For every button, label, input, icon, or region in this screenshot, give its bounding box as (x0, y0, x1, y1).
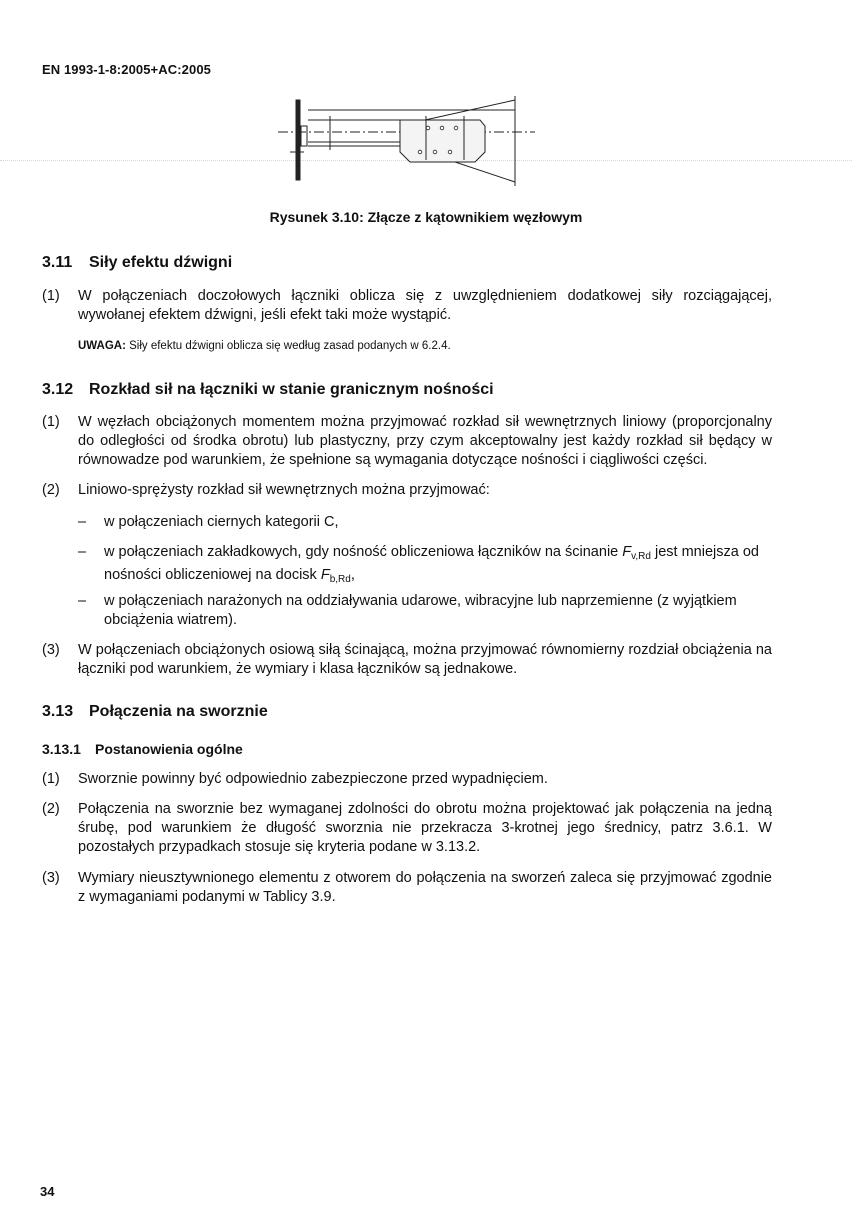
paragraph-number: (1) (42, 288, 60, 304)
paragraph-number: (1) (42, 414, 60, 430)
paragraph-number: (1) (42, 771, 60, 787)
subsection-title: Postanowienia ogólne (95, 741, 243, 757)
paragraph-number: (3) (42, 642, 60, 658)
paragraph-number: (2) (42, 801, 60, 817)
figure-caption: Rysunek 3.10: Złącze z kątownikiem węzłowym (269, 209, 583, 225)
section-title: Siły efektu dźwigni (89, 254, 233, 271)
section-heading-3-11 (42, 254, 232, 272)
list-item-text: w połączeniach ciernych kategorii C, (104, 514, 339, 530)
paragraph-text: W połączeniach obciążonych osiową siłą ścinającą, można przyjmować równomierny rozdział obciążenia na łączniki pod warunkiem, że wymiary i klasa łączników są jednakowe. (78, 642, 772, 677)
subsection-heading-3-13-1 (42, 741, 243, 757)
bolt-4 (418, 150, 422, 154)
paragraph-number: (3) (42, 870, 60, 886)
list-dash: – (78, 544, 87, 560)
column-flange (296, 100, 300, 180)
symbol-subscript: b,Rd (329, 574, 351, 585)
bolt-2 (440, 126, 444, 130)
note-3-11 (78, 340, 778, 352)
paragraph-text: Liniowo-sprężysty rozkład sił wewnętrznych można przyjmować: (78, 482, 490, 498)
paragraph-3-12-2 (42, 481, 772, 500)
list-dash: – (78, 593, 87, 609)
paragraph-text: Połączenia na sworznie bez wymaganej zdolności do obrotu można projektować jak połączenia na jedną śrubę, pod warunkiem że długość sworznia nie przekracza 3-krotnej jego średnicy, patrz 3.6.1. W pozostałych przypadkach stosuje się kryteria podane w 3.13.2. (78, 801, 772, 855)
bolt-6 (448, 150, 452, 154)
gusset-angle-joint-figure (250, 90, 550, 190)
list-item-text (104, 543, 772, 589)
list-dash: – (78, 514, 87, 530)
paragraph-text: Sworznie powinny być odpowiednio zabezpieczone przed wypadnięciem. (78, 771, 548, 787)
list-item (78, 513, 772, 532)
symbol-F: F (622, 544, 632, 560)
bolt-1 (426, 126, 430, 130)
section-number: 3.12 (42, 381, 74, 398)
section-number: 3.11 (42, 254, 73, 271)
list-item-text: w połączeniach narażonych na oddziaływania udarowe, wibracyjne lub naprzemienne (z wyjątkiem obciążenia wiatrem). (104, 593, 737, 628)
paragraph-3-13-1 (42, 770, 772, 789)
end-plate (301, 126, 307, 146)
paragraph-text: W połączeniach doczołowych łączniki oblicza się z uwzględnieniem dodatkowej siły rozciągającej, wywołanej efektem dźwigni, jeśli efekt taki może wystąpić. (78, 288, 772, 323)
symbol-subscript: v,Rd (631, 551, 651, 562)
paragraph-text: W węzłach obciążonych momentem można przyjmować rozkład sił wewnętrznych liniowy (proporcjonalny do odległości od środka obrotu) lub plastyczny, przy czym akceptowalny jest każdy rozkład sił będący w równowadze pod warunkiem, że spełnione są wymagania dotyczące nośności i ciągliwości części. (78, 414, 772, 468)
document-id: EN 1993-1-8:2005+AC:2005 (42, 62, 211, 77)
paragraph-text: Wymiary nieusztywnionego elementu z otworem do połączenia na sworzeń zaleca się przyjmować zgodnie z wymaganiami podanymi w Tablicy 3.9. (78, 870, 772, 905)
page-number: 34 (40, 1184, 55, 1199)
paragraph-3-12-3 (42, 641, 772, 679)
section-heading-3-13 (42, 703, 268, 721)
paragraph-3-12-1 (42, 413, 772, 470)
section-number: 3.13 (42, 703, 74, 720)
list-text-part: , (350, 567, 355, 583)
section-title: Rozkład sił na łączniki w stanie granicznym nośności (89, 381, 494, 398)
note-text: Siły efektu dźwigni oblicza się według zasad podanych w 6.2.4. (125, 340, 451, 352)
list-text-part: jest mniejsza od nośności obliczeniowej na docisk (104, 544, 759, 583)
bolt-3 (454, 126, 458, 130)
paragraph-number: (2) (42, 482, 60, 498)
subsection-number: 3.13.1 (42, 741, 81, 757)
list-item (78, 543, 772, 589)
section-title: Połączenia na sworznie (89, 703, 268, 720)
bolt-5 (433, 150, 437, 154)
symbol-F: F (320, 567, 330, 583)
section-heading-3-12 (42, 381, 494, 399)
paragraph-3-13-2 (42, 800, 772, 857)
list-item (78, 592, 772, 630)
note-label: UWAGA: (78, 340, 126, 352)
paragraph-3-11-1 (42, 287, 772, 325)
list-text-part: w połączeniach zakładkowych, gdy nośność obliczeniowa łączników na ścinanie (104, 544, 623, 560)
paragraph-3-13-3 (42, 869, 772, 907)
